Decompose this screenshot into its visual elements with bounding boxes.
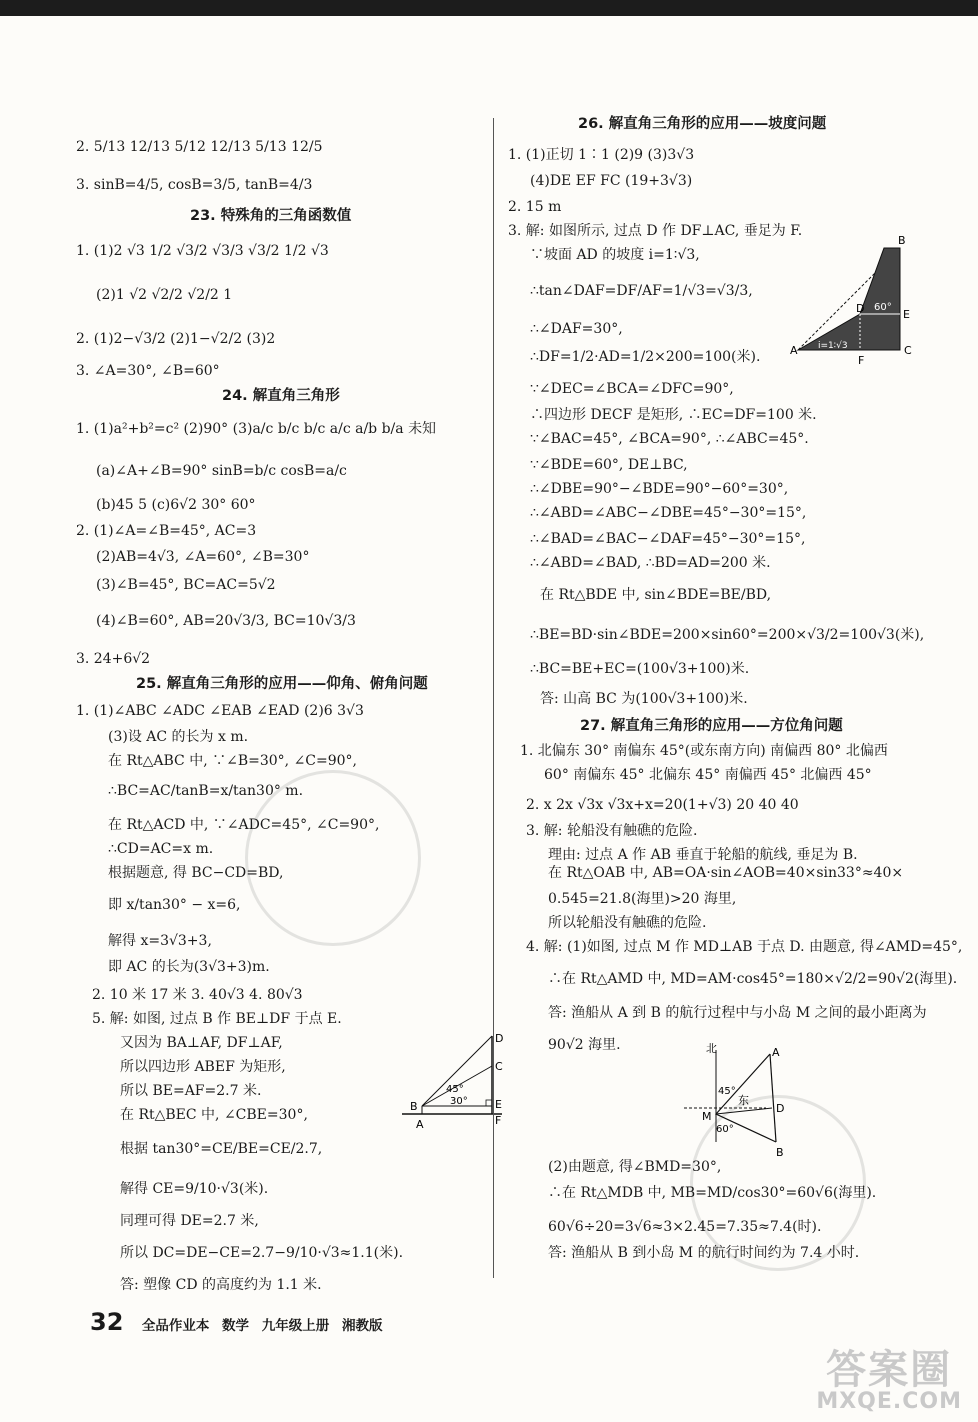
column-divider (493, 118, 494, 1278)
left-top-line-2: 3. sinB=4/5, cosB=3/5, tanB=4/3 (76, 177, 313, 193)
sec25-line: 又因为 BA⊥AF, DF⊥AF, (120, 1035, 283, 1051)
sec23-line: 1. (1)2 √3 1/2 √3/2 √3/3 √3/2 1/2 √3 (76, 243, 329, 259)
section-24-title: 24. 解直角三角形 (222, 388, 340, 404)
compass-label-d: D (776, 1102, 785, 1115)
slope-figure (788, 230, 928, 370)
sec24-line: (2)AB=4√3, ∠A=60°, ∠B=30° (96, 549, 310, 565)
statue-label-d: D (495, 1032, 504, 1045)
slope-label-a: A (790, 344, 798, 357)
sec27-line: 答: 渔船从 A 到 B 的航行过程中与小岛 M 之间的最小距离为 (548, 1005, 927, 1021)
sec27-line: ∴在 Rt△AMD 中, MD=AM·cos45°=180×√2/2=90√2(海里). (548, 971, 958, 987)
sec27-line: 所以轮船没有触礁的危险. (548, 915, 707, 931)
sec26-line: ∵∠BDE=60°, DE⊥BC, (530, 457, 688, 473)
slope-angle: 60° (874, 302, 892, 313)
sec26-line: ∵∠BAC=45°, ∠BCA=90°, ∴∠ABC=45°. (530, 431, 809, 447)
statue-angle-2: 30° (450, 1096, 468, 1107)
sec23-line: 2. (1)2−√3/2 (2)1−√2/2 (3)2 (76, 331, 276, 347)
page-number: 32 (90, 1308, 124, 1336)
compass-label-m: M (702, 1110, 712, 1123)
sec24-line: (4)∠B=60°, AB=20√3/3, BC=10√3/3 (96, 613, 356, 629)
sec27-line: 理由: 过点 A 作 AB 垂直于轮船的航线, 垂足为 B. (548, 847, 858, 863)
sec26-line: ∴tan∠DAF=DF/AF=1/√3=√3/3, (530, 283, 753, 299)
sec23-line: 3. ∠A=30°, ∠B=60° (76, 363, 220, 379)
sec27-line: 3. 解: 轮船没有触礁的危险. (526, 823, 698, 839)
sec27-line: ∴在 Rt△MDB 中, MB=MD/cos30°=60√6(海里). (548, 1185, 877, 1201)
sec27-line: 4. 解: (1)如图, 过点 M 作 MD⊥AB 于点 D. 由题意, 得∠AMD=45°, (526, 939, 963, 955)
statue-label-b: B (410, 1100, 418, 1113)
compass-angle-1: 45° (718, 1086, 736, 1097)
sec24-line: 1. (1)a²+b²=c² (2)90° (3)a/c b/c b/c a/c a/b b/a 未知 (76, 421, 437, 437)
sec27-line: 60° 南偏东 45° 北偏东 45° 南偏西 45° 北偏西 45° (544, 767, 872, 783)
sec26-line: ∴四边形 DECF 是矩形, ∴EC=DF=100 米. (530, 407, 817, 423)
sec26-line: ∴BE=BD·sin∠BDE=200×sin60°=200×√3/2=100√3(米), (530, 627, 925, 643)
sec26-line: ∴∠DBE=90°−∠BDE=90°−60°=30°, (530, 481, 789, 497)
sec25-line: 同理可得 DE=2.7 米, (120, 1213, 259, 1229)
sec26-line: ∴DF=1/2·AD=1/2×200=100(米). (530, 349, 761, 365)
sec26-line: ∴∠BAD=∠BAC−∠DAF=45°−30°=15°, (530, 531, 806, 547)
statue-label-a: A (416, 1118, 424, 1131)
sec26-line: 3. 解: 如图所示, 过点 D 作 DF⊥AC, 垂足为 F. (508, 223, 803, 239)
sec25-line: 在 Rt△BEC 中, ∠CBE=30°, (120, 1107, 308, 1123)
compass-label-east: 东 (738, 1094, 749, 1107)
sec27-line: 0.545=21.8(海里)>20 海里, (548, 891, 737, 907)
sec27-line: 60√6÷20=3√6≈3×2.45=7.35≈7.4(时). (548, 1219, 822, 1235)
sec25-line: 2. 10 米 17 米 3. 40√3 4. 80√3 (92, 987, 303, 1003)
sec24-line: 2. (1)∠A=∠B=45°, AC=3 (76, 523, 257, 539)
sec25-line: 即 AC 的长为(3√3+3)m. (108, 959, 270, 975)
statue-figure (392, 1024, 512, 1134)
sec25-line: 答: 塑像 CD 的高度约为 1.1 米. (120, 1277, 322, 1293)
slope-label-b: B (898, 234, 906, 247)
sec25-line: 在 Rt△ACD 中, ∵∠ADC=45°, ∠C=90°, (108, 817, 380, 833)
slope-label-d: D (856, 302, 865, 315)
sec25-line: (3)设 AC 的长为 x m. (108, 729, 249, 745)
sec27-line: (2)由题意, 得∠BMD=30°, (548, 1159, 722, 1175)
section-23-title: 23. 特殊角的三角函数值 (190, 208, 352, 224)
sec25-line: 所以 DC=DE−CE=2.7−9/10·√3≈1.1(米). (120, 1245, 404, 1261)
sec24-line: (a)∠A+∠B=90° sinB=b/c cosB=a/c (96, 463, 347, 479)
compass-angle-2: 60° (716, 1124, 734, 1135)
sec25-line: ∴CD=AC=x m. (108, 841, 214, 857)
sec26-line: 答: 山高 BC 为(100√3+100)米. (540, 691, 748, 707)
sec27-line: 答: 渔船从 B 到小岛 M 的航行时间约为 7.4 小时. (548, 1245, 860, 1261)
page-footer (90, 1308, 382, 1336)
slope-ratio: i=1∶√3 (818, 341, 848, 351)
compass-figure (680, 1040, 800, 1160)
slope-label-c: C (904, 344, 912, 357)
section-25-title: 25. 解直角三角形的应用——仰角、俯角问题 (136, 676, 428, 692)
sec27-line: 2. x 2x √3x √3x+x=20(1+√3) 20 40 40 (526, 797, 799, 813)
compass-label-a: A (772, 1046, 780, 1059)
sec25-line: 所以 BE=AF=2.7 米. (120, 1083, 262, 1099)
sec27-line: 90√2 海里. (548, 1037, 621, 1053)
sec25-line: 根据题意, 得 BC−CD=BD, (108, 865, 284, 881)
section-27-title: 27. 解直角三角形的应用——方位角问题 (580, 718, 843, 734)
slope-label-e: E (903, 308, 910, 321)
statue-label-c: C (495, 1060, 503, 1073)
sec24-line: 3. 24+6√2 (76, 651, 151, 667)
sec25-line: 5. 解: 如图, 过点 B 作 BE⊥DF 于点 E. (92, 1011, 342, 1027)
sec24-line: (3)∠B=45°, BC=AC=5√2 (96, 577, 276, 593)
sec25-line: 所以四边形 ABEF 为矩形, (120, 1059, 286, 1075)
sec25-line: 即 x/tan30° − x=6, (108, 897, 241, 913)
sec25-line: ∴BC=AC/tanB=x/tan30° m. (108, 783, 304, 799)
sec27-line: 1. 北偏东 30° 南偏东 45°(或东南方向) 南偏西 80° 北偏西 (520, 743, 888, 759)
sec25-line: 1. (1)∠ABC ∠ADC ∠EAB ∠EAD (2)6 3√3 (76, 703, 364, 719)
watermark-logo (816, 1338, 962, 1414)
watermark-line-2: MXQE.COM (816, 1389, 962, 1414)
sec26-line: 2. 15 m (508, 199, 562, 215)
sec26-line: ∴∠DAF=30°, (530, 321, 623, 337)
sec26-line: ∴∠ABD=∠BAD, ∴BD=AD=200 米. (530, 555, 771, 571)
sec25-line: 根据 tan30°=CE/BE=CE/2.7, (120, 1141, 323, 1157)
book-title: 全品作业本 数学 九年级上册 湘教版 (141, 1318, 383, 1334)
sec26-line: ∵坡面 AD 的坡度 i=1∶√3, (530, 247, 700, 263)
sec26-line: ∴BC=BE+EC=(100√3+100)米. (530, 661, 750, 677)
statue-label-e: E (495, 1098, 502, 1111)
compass-label-b: B (776, 1146, 784, 1159)
compass-label-north: 北 (706, 1042, 717, 1055)
sec25-line: 在 Rt△ABC 中, ∵∠B=30°, ∠C=90°, (108, 753, 358, 769)
statue-label-f: F (495, 1114, 502, 1127)
left-top-line-1: 2. 5/13 12/13 5/12 12/13 5/13 12/5 (76, 139, 323, 155)
sec23-line: (2)1 √2 √2/2 √2/2 1 (96, 287, 233, 303)
sec25-line: 解得 x=3√3+3, (108, 933, 212, 949)
sec27-line: 在 Rt△OAB 中, AB=OA·sin∠AOB=40×sin33°≈40× (548, 865, 904, 881)
sec26-line: (4)DE EF FC (19+3√3) (530, 173, 693, 189)
sec24-line: (b)45 5 (c)6√2 30° 60° (96, 497, 256, 513)
section-26-title: 26. 解直角三角形的应用——坡度问题 (578, 116, 827, 132)
watermark-line-1: 答案圈 (826, 1347, 953, 1393)
sec26-line: ∵∠DEC=∠BCA=∠DFC=90°, (530, 381, 734, 397)
sec26-line: ∴∠ABD=∠ABC−∠DBE=45°−30°=15°, (530, 505, 807, 521)
statue-angle-1: 45° (446, 1084, 464, 1095)
scan-top-edge (0, 0, 978, 16)
sec26-line: 1. (1)正切 1∶1 (2)9 (3)3√3 (508, 147, 695, 163)
sec26-line: 在 Rt△BDE 中, sin∠BDE=BE/BD, (540, 587, 772, 603)
sec25-line: 解得 CE=9/10·√3(米). (120, 1181, 269, 1197)
slope-label-f: F (858, 354, 865, 367)
